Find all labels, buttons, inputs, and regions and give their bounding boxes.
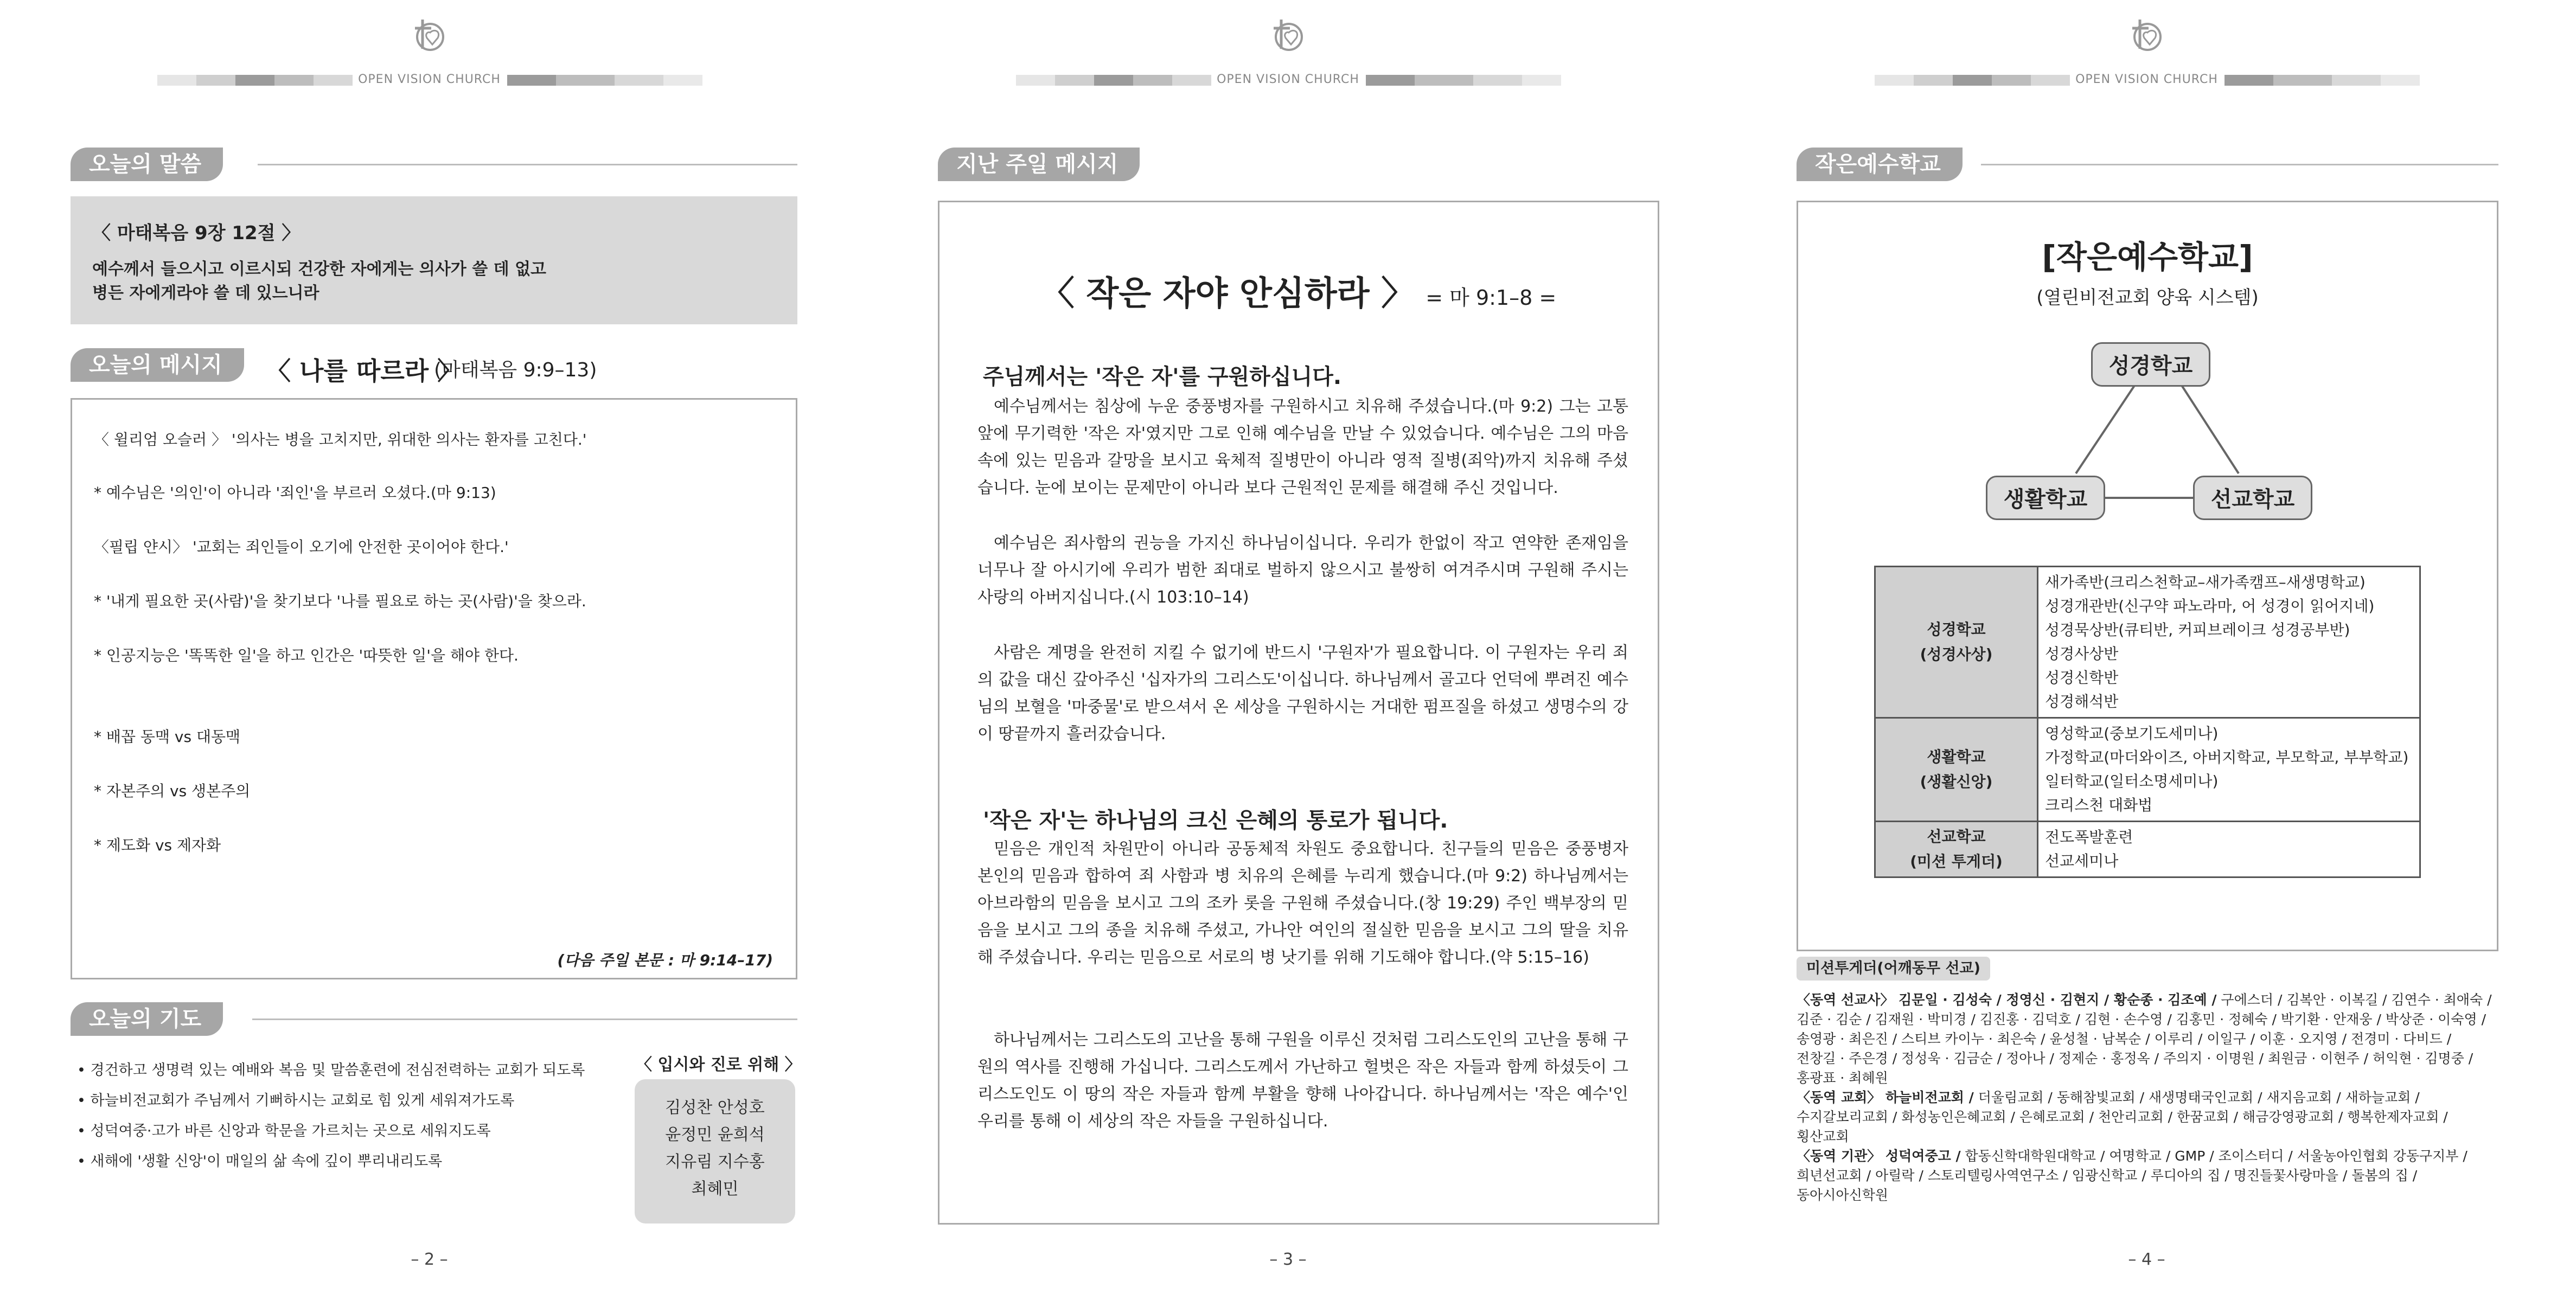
row-items [2038,567,2420,718]
section-title: 오늘의 기도 [71,1002,223,1036]
table-item: 전도폭발훈련 [2045,828,2133,846]
next-week-reference: (다음 주일 본문 : 마 9:14–17) [557,951,773,969]
mission-text: 합동신학대학원대학교 / 여명학교 / GMP / 조이스터디 / 서울농아인협회 강동구지부 / [1960,1148,2468,1164]
mission-text: 구에스더 / 김복안 · 이복길 / 김연수 · 최애숙 / [2216,992,2492,1008]
section-title: 지난 주일 메시지 [938,148,1140,181]
header-bar-right [507,75,702,86]
mission-list [1797,990,2502,1205]
church-name: OPEN VISION CHURCH [358,73,501,86]
message-line: * 제도화 vs 제자화 [94,836,221,854]
mission-line [1797,1049,2502,1068]
mission-line [1797,1127,2502,1146]
row-items [2038,718,2420,822]
mission-text: 더울림교회 / 동해참빛교회 / 새생명태국인교회 / 새지음교회 / 새하늘교회 / [1973,1090,2420,1105]
church-logo-icon [2128,16,2166,57]
prayer-item: • 새해에 '생활 신앙'이 매일의 삶 속에 깊이 뿌리내리도록 [77,1153,443,1170]
page-2 [0,0,859,1294]
table-item: 성경신학반 [2045,669,2119,687]
enrollment-names: 윤정민 윤희석 [665,1125,765,1144]
mission-line [1797,1068,2502,1088]
mission-text: 송영광 · 최은진 / 스티브 카이누 · 최은숙 / 윤성철 · 남복순 / 이루리 / 이일구 / 이훈 · 오지영 / 전경미 · 다비드 / [1797,1031,2452,1047]
section-todays-word [71,148,797,181]
table-item: 성경사상반 [2045,645,2119,663]
header-bar-right [2225,75,2420,86]
school-subtitle: (열린비전교회 양육 시스템) [2036,287,2259,309]
message-line: * 인공지능은 '똑똑한 일'을 하고 인간은 '따뜻한 일'을 해야 한다. [94,646,519,664]
mission-bold: 〈동역 선교사〉 김문일 · 김성숙 / 정영신 · 김현지 / 황순종 · 김조예 / [1797,992,2217,1008]
section-title: 오늘의 말씀 [71,148,223,181]
mission-bold: 〈동역 교회〉 하늘비전교회 / [1797,1090,1974,1105]
prayer-list [77,1055,585,1177]
enrollment-box [635,1079,795,1223]
enrollment-names: 김성찬 안성호 [665,1098,765,1117]
message-title: 〈 나를 따르라 〉 [266,356,463,386]
section-rule [1981,164,2498,165]
enrollment-names: 지유림 지수홍 [665,1152,765,1171]
section-title: 작은예수학교 [1797,148,1963,181]
header-bar-right [1366,75,1561,86]
mission-header: 미션투게더(어깨동무 선교) [1797,957,1990,981]
row-label [1875,822,2038,877]
enrollment-title: 〈 입시와 진로 위해 〉 [636,1055,801,1074]
message-line: * 배꼽 동맥 vs 대동맥 [94,728,241,746]
node-mission-school: 선교학교 [2193,476,2312,520]
enrollment-names: 최혜민 [691,1180,739,1199]
prayer-item: • 하늘비전교회가 주님께서 기뻐하시는 교회로 힘 있게 세워져가도록 [77,1092,515,1109]
row-label-line: 선교학교 [1927,828,1986,845]
mission-text: 희년선교회 / 아릴락 / 스토리텔링사역연구소 / 임광신학교 / 루디아의 집 / 명진들꽃사랑마을 / 돌봄의 집 / [1797,1168,2418,1183]
triangle-diagram [1798,202,2500,582]
section-rule [258,164,797,165]
page-3 [859,0,1717,1294]
sermon-reference: = 마 9:1–8 = [1426,286,1557,310]
row-label [1875,567,2038,718]
sermon-paragraph: 예수님은 죄사함의 권능을 가지신 하나님이십니다. 우리가 한없이 작고 연약한 존재임을 너무나 잘 아시기에 우리가 범한 죄대로 벌하지 않으시고 불쌍히 여겨주시며 구원해 주시는 사랑의 아버지십니다.(시 103:10–14) [977,534,1629,607]
table-item: 성경개관반(신구약 파노라마, 어 성경이 읽어지네) [2045,597,2375,615]
node-bible-school: 성경학교 [2091,342,2210,387]
prayer-item: • 성덕여중·고가 바른 신앙과 학문을 가르치는 곳으로 세워지도록 [77,1123,491,1139]
mission-line [1797,1107,2502,1127]
table-item: 성경묵상반(큐티반, 커피브레이크 성경공부반) [2045,621,2350,639]
sermon-title-row [939,266,1658,315]
mission-text: 김준 · 김순 / 김재원 · 박미경 / 김진홍 · 김덕호 / 김현 · 손수영 / 김홍민 · 정혜숙 / 박기환 · 안재웅 / 박상준 · 이숙영 / [1797,1011,2486,1027]
school-table [1874,566,2421,878]
message-line: 〈 윌리엄 오슬러 〉 '의사는 병을 고치지만, 위대한 의사는 환자를 고친다.' [94,431,587,449]
section-rule [252,1018,797,1020]
table-row [1875,567,2420,718]
mission-line [1797,1186,2502,1205]
prayer-item: • 경건하고 생명력 있는 예배와 복음 및 말씀훈련에 전심전력하는 교회가 되도록 [77,1062,585,1079]
message-line: * 예수님은 '의인'이 아니라 '죄인'을 부르러 오셨다.(마 9:13) [94,484,496,502]
mission-line [1797,1088,2502,1107]
row-items [2038,822,2420,877]
mission-text: 홍광표 · 최혜원 [1797,1070,1888,1086]
section-last-sunday-message [938,148,1659,181]
message-line: * '내게 필요한 곳(사람)'을 찾기보다 '나를 필요로 하는 곳(사람)'을 찾으라. [94,592,586,610]
table-item: 영성학교(중보기도세미나) [2045,725,2219,742]
sermon-paragraph: 예수님께서는 침상에 누운 중풍병자를 구원하시고 치유해 주셨습니다.(마 9:2) 그는 고통 앞에 무기력한 '작은 자'였지만 그로 인해 예수님을 만날 수 있었습니다. 예수님은 그의 마음 속에 있는 믿음과 갈망을 보시고 육체적 질병만이 아니라 영적 질병(죄악)까지 치유해 주셨습니다. 눈에 보이는 문제만이 아니라 보다 근원적인 문제를 해결해 주신 것입니다. [977,397,1628,497]
mission-line [1797,990,2502,1010]
school-system-box [1797,201,2498,951]
message-reference: (마태복음 9:9–13) [434,359,597,381]
sermon-paragraph: 사람은 계명을 완전히 지킬 수 없기에 반드시 '구원자'가 필요합니다. 이 구원자는 우리 죄의 값을 대신 갚아주신 '십자가의 그리스도'이십니다. 하나님께서 골고다 언덕에 뿌려진 예수님의 보혈을 '마중물'로 받으셔서 온 세상을 구원하시는 거대한 펌프질을 하셨고 생명수의 강이 땅끝까지 흘러갔습니다. [977,643,1628,744]
message-line: 〈필립 얀시〉 '교회는 죄인들이 오기에 안전한 곳이어야 한다.' [94,538,509,556]
mission-line [1797,1010,2502,1029]
mission-text: 횡산교회 [1797,1129,1849,1144]
page-number: – 4 – [2128,1250,2165,1269]
page-number: – 2 – [411,1250,448,1269]
table-row [1875,718,2420,822]
row-label-line: 성경학교 [1927,620,1986,638]
page-number: – 3 – [1269,1250,1307,1269]
mission-line [1797,1146,2502,1166]
table-item: 크리스천 대화법 [2045,796,2153,814]
sermon-paragraph: 믿음은 개인적 차원만이 아니라 공동체적 차원도 중요합니다. 친구들의 믿음은 중풍병자 본인의 믿음과 합하여 죄 사함과 병 치유의 은혜를 누리게 했습니다.(마 9:2) 하나님께서는 아브라함의 믿음을 보시고 그의 조카 롯을 구원해 주셨습니다.(창 19:29) 주인 백부장의 믿음을 보시고 그의 종을 치유해 주셨고, 가나안 여인의 절실한 믿음을 보시고 그의 딸을 치유해 주셨습니다. 우리는 믿음으로 서로의 병 낫기를 위해 기도해야 합니다.(약 5:15–16) [977,840,1628,967]
sermon-heading: '작은 자'는 하나님의 크신 은혜의 통로가 됩니다. [983,808,1448,833]
scripture-box [71,196,797,324]
section-small-jesus-school [1797,148,2498,181]
row-label-line: (미션 투게더) [1910,853,2003,870]
section-todays-message [71,348,255,382]
row-label-line: (생활신앙) [1920,773,1993,791]
page-header [0,16,859,86]
table-item: 선교세미나 [2045,852,2119,870]
church-name: OPEN VISION CHURCH [2075,73,2218,86]
section-title: 오늘의 메시지 [71,348,244,382]
church-logo-icon [411,16,449,57]
mission-line [1797,1166,2502,1186]
row-label-line: (성경사상) [1920,645,1993,663]
mission-bold: 〈동역 기관〉 성덕여중고 / [1797,1148,1961,1164]
scripture-line: 병든 자에게라야 쓸 데 있느니라 [92,284,319,303]
message-line: * 자본주의 vs 생본주의 [94,782,251,800]
node-life-school: 생활학교 [1986,476,2105,520]
table-item: 성경해석반 [2045,693,2119,710]
mission-line [1797,1029,2502,1049]
church-logo-icon [1269,16,1307,57]
scripture-reference: 〈 마태복음 9장 12절 〉 [92,222,301,244]
school-title: [작은예수학교] [2042,239,2253,276]
message-box [71,398,797,979]
mission-text: 전창길 · 주은경 / 정성욱 · 김금순 / 정아나 / 정제순 · 홍정옥 / 주의지 · 이명원 / 최원금 · 이현주 / 허익현 · 김명중 / [1797,1050,2473,1066]
scripture-line: 예수께서 들으시고 이르시되 건강한 자에게는 의사가 쓸 데 없고 [92,260,547,279]
table-row [1875,822,2420,877]
page-header [1717,16,2576,86]
table-item: 가정학교(마더와이즈, 아버지학교, 부모학교, 부부학교) [2045,748,2409,766]
table-item: 일터학교(일터소명세미나) [2045,772,2219,790]
church-name: OPEN VISION CHURCH [1217,73,1359,86]
page-4 [1717,0,2576,1294]
section-todays-prayer [71,1002,797,1036]
mission-text: 수지갈보리교회 / 화성농인은혜교회 / 은혜로교회 / 천안리교회 / 한꿈교회 / 해금강영광교회 / 행복한제자교회 / [1797,1109,2448,1125]
mission-text: 동아시아신학원 [1797,1187,1889,1203]
row-label-line: 생활학교 [1927,748,1986,766]
sermon-paragraph: 하나님께서는 그리스도의 고난을 통해 구원을 이루신 것처럼 그리스도인의 고난을 통해 구원의 역사를 진행해 가십니다. 그리스도께서 가난하고 헐벗은 작은 자들과 함께 하셨듯이 그리스도인도 이 땅의 작은 자들과 함께 부활을 향해 나아갑니다. 하나님께서는 '작은 예수'인 우리를 통해 이 세상의 작은 자들을 구원하십니다. [977,1030,1628,1131]
sermon-title: 〈 작은 자야 안심하라 〉 [1040,273,1415,313]
table-item: 새가족반(크리스천학교–새가족캠프–새생명학교) [2045,573,2366,591]
row-label [1875,718,2038,822]
sermon-heading: 주님께서는 '작은 자'를 구원하십니다. [983,364,1342,389]
sermon-box [938,201,1659,1225]
page-header [859,16,1717,86]
